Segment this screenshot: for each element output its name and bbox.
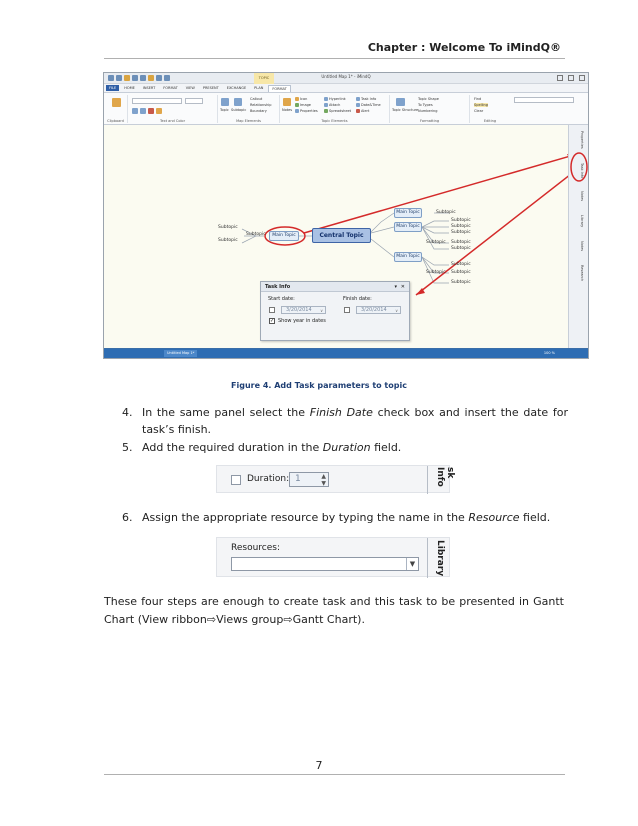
callout-label: Callout xyxy=(250,97,263,101)
ribbon-group-map-elements xyxy=(218,95,280,123)
maximize-icon xyxy=(568,75,574,81)
ribbon-group-clipboard xyxy=(104,95,128,123)
main-topic-node: Main Topic xyxy=(394,222,422,232)
italic-run: Duration xyxy=(322,441,371,454)
notes-label: Notes xyxy=(282,108,293,112)
paste-icon xyxy=(112,98,121,107)
properties-label: Properties xyxy=(300,109,318,113)
search-input xyxy=(514,97,574,103)
subtopic-node: Subtopic xyxy=(451,240,471,245)
hyperlink-icon xyxy=(324,97,328,101)
alert-icon xyxy=(356,109,360,113)
divider xyxy=(427,538,428,578)
ribbon xyxy=(104,93,588,125)
window-controls xyxy=(557,75,585,81)
finish-date-checkbox xyxy=(344,307,350,313)
show-year-label: Show year in dates xyxy=(278,318,326,324)
notes-icon xyxy=(283,98,291,106)
clear-label: Clear xyxy=(474,109,484,113)
text-run: field. xyxy=(519,511,551,524)
spin-up-icon: ▲ xyxy=(321,473,326,480)
italic-icon xyxy=(140,108,146,114)
tab-format: FORMAT xyxy=(163,86,178,90)
tab-plan: PLAN xyxy=(254,86,264,90)
resources-label: Resources: xyxy=(231,543,280,553)
spreadsheet-label: Spreadsheet xyxy=(329,109,352,113)
resources-combo xyxy=(231,557,419,571)
image-label: Image xyxy=(300,103,311,107)
subtopic-node: Subtopic xyxy=(451,262,471,267)
arrow-to-panel xyxy=(416,167,570,295)
task-info-side-tab: sk Info xyxy=(435,467,455,487)
step-text xyxy=(142,509,568,526)
tab-exchange: EXCHANGE xyxy=(226,86,247,90)
context-tab-topic: TOPIC xyxy=(254,73,274,84)
main-topic-node: Main Topic xyxy=(269,231,299,241)
app-screenshot xyxy=(103,72,589,359)
status-bar xyxy=(104,348,588,358)
side-tab-properties: Properties xyxy=(580,131,584,149)
figure-caption: Figure 4. Add Task parameters to topic xyxy=(231,381,407,390)
topic-shape-label: Topic Shape xyxy=(418,97,439,101)
ribbon-group-text xyxy=(128,95,218,123)
group-label: Topic Elements xyxy=(321,119,348,123)
subtopic-node: Subtopic xyxy=(451,218,471,223)
tab-present: PRESENT xyxy=(202,86,219,90)
subtopic-node: Subtopic xyxy=(426,240,446,245)
properties-icon xyxy=(295,109,299,113)
main-topic-node: Main Topic xyxy=(394,208,422,218)
close-icon: ✕ xyxy=(400,284,405,290)
side-tab-task-info: Task Info xyxy=(580,163,584,179)
tab-home: HOME xyxy=(124,86,135,90)
task-info-header xyxy=(261,282,409,292)
start-date-field: 3/20/2014 ∨ xyxy=(281,306,326,314)
step-number: 5. xyxy=(122,441,133,454)
duration-checkbox xyxy=(231,475,241,485)
subtopic-icon xyxy=(234,98,242,106)
topic-structure-label: Topic Structure xyxy=(392,108,419,112)
image-icon xyxy=(295,103,299,107)
start-date-label: Start date: xyxy=(268,296,295,302)
subtopic-node: Subtopic xyxy=(218,238,238,243)
ribbon-group-editing xyxy=(470,95,510,123)
divider xyxy=(427,466,428,494)
step-number: 6. xyxy=(122,511,133,524)
to-types-label: To Types xyxy=(418,103,433,107)
spreadsheet-icon xyxy=(324,109,328,113)
ribbon-group-formatting xyxy=(390,95,470,123)
numbering-label: Numbering xyxy=(418,109,438,113)
tab-insert: INSERT xyxy=(142,86,156,90)
step-6 xyxy=(122,509,568,526)
step-number: 4. xyxy=(122,406,133,419)
subtopic-node: Subtopic xyxy=(246,232,266,237)
side-tab-library: Library xyxy=(580,215,584,228)
text-run: In the same panel select the xyxy=(142,406,310,419)
subtopic-node: Subtopic xyxy=(426,270,446,275)
topic-icon xyxy=(221,98,229,106)
subtopic-node: Subtopic xyxy=(451,230,471,235)
side-panel-tabs xyxy=(568,125,588,349)
text-run: field. xyxy=(370,441,402,454)
boundary-label: Boundary xyxy=(250,109,267,113)
attach-icon xyxy=(324,103,328,107)
body-paragraph: These four steps are enough to create task and this task to be presented in Gantt Chart (View ribbon⇨Views group⇨Gantt Chart). xyxy=(104,595,564,626)
step-text xyxy=(142,404,568,438)
task-info-icon xyxy=(356,97,360,101)
show-year-checkbox: ✓ xyxy=(270,318,275,324)
spin-down-icon: ▼ xyxy=(321,480,326,487)
page-number: 7 xyxy=(315,759,323,772)
side-tab-notes: Notes xyxy=(580,191,584,202)
finish-date-field: 3/20/2014 ∨ xyxy=(356,306,401,314)
task-info-panel xyxy=(260,281,410,341)
subtopic-node: Subtopic xyxy=(451,224,471,229)
subtopic-node: Subtopic xyxy=(451,246,471,251)
window-titlebar xyxy=(104,73,588,84)
group-label: Formatting xyxy=(419,119,440,123)
italic-run: Finish Date xyxy=(309,406,373,419)
group-label: Clipboard xyxy=(107,119,124,123)
font-combo xyxy=(132,98,182,104)
finish-date-label: Finish date: xyxy=(343,296,372,302)
page-header xyxy=(104,39,565,59)
ribbon-tabs xyxy=(104,84,588,93)
spelling-label: Spelling xyxy=(474,103,488,107)
subtopic-node: Subtopic xyxy=(451,280,471,285)
icon-icon xyxy=(295,97,299,101)
text-run: check box and insert the date for task’s finish. xyxy=(142,406,568,436)
hyperlink-label: Hyperlink xyxy=(329,97,346,101)
central-topic-node: Central Topic xyxy=(312,228,371,243)
relationship-label: Relationship xyxy=(250,103,272,107)
task-info-title: Task Info xyxy=(265,284,291,290)
duration-field xyxy=(289,472,329,487)
dropdown-arrow-icon: ▼ xyxy=(406,558,418,570)
bold-icon xyxy=(132,108,138,114)
topic-structure-icon xyxy=(396,98,405,106)
attach-label: Attach xyxy=(329,103,341,107)
alert-label: Alert xyxy=(361,109,370,113)
zoom-level: 100 % xyxy=(543,351,555,355)
subtopic-label: Subtopic xyxy=(231,108,247,112)
group-label: Text and Color xyxy=(159,119,186,123)
task-info-label: Task Info xyxy=(361,97,377,101)
footer-rule xyxy=(104,774,565,775)
side-tab-research: Research xyxy=(580,265,584,282)
tab-file: FILE xyxy=(106,85,119,91)
font-color-icon xyxy=(148,108,154,114)
icon-label: Icon xyxy=(300,97,308,101)
date-time-label: Date&Time xyxy=(361,103,381,107)
map-canvas xyxy=(104,125,570,349)
subtopic-node: Subtopic xyxy=(436,210,456,215)
subtopic-node: Subtopic xyxy=(451,270,471,275)
duration-value: 1 xyxy=(295,474,301,484)
tab-view: VIEW xyxy=(185,86,195,90)
duration-label: Duration: xyxy=(247,474,290,484)
step-text xyxy=(142,439,568,456)
find-label: Find xyxy=(474,97,482,101)
italic-run: Resource xyxy=(468,511,520,524)
highlight-icon xyxy=(156,108,162,114)
text-run: Assign the appropriate resource by typing the name in the xyxy=(142,511,469,524)
step-4 xyxy=(122,404,568,438)
group-label: Map Elements xyxy=(236,119,261,123)
date-time-icon xyxy=(356,103,360,107)
duration-snippet xyxy=(216,465,455,493)
document-tab: Untitled Map 1* xyxy=(164,350,197,357)
pin-icon: ▾ xyxy=(394,284,397,290)
step-5 xyxy=(122,439,568,456)
minimize-icon xyxy=(557,75,563,81)
side-tab-notes-2: Notes xyxy=(580,241,584,252)
start-date-checkbox xyxy=(269,307,275,313)
size-combo xyxy=(185,98,203,104)
ribbon-group-topic-elements xyxy=(280,95,390,123)
window-title: Untitled Map 1* - iMindQ xyxy=(321,74,371,79)
resources-snippet xyxy=(216,537,450,577)
group-label: Editing xyxy=(483,119,497,123)
main-topic-node: Main Topic xyxy=(394,252,422,262)
close-icon xyxy=(579,75,585,81)
topic-label: Topic xyxy=(220,108,229,112)
side-tab-highlight xyxy=(569,125,589,349)
chapter-title: Chapter : Welcome To iMindQ® xyxy=(367,41,561,54)
tab-topic-format: FORMAT xyxy=(268,85,290,92)
library-side-tab: Library xyxy=(435,540,445,577)
subtopic-node: Subtopic xyxy=(218,225,238,230)
text-run: Add the required duration in the xyxy=(142,441,323,454)
